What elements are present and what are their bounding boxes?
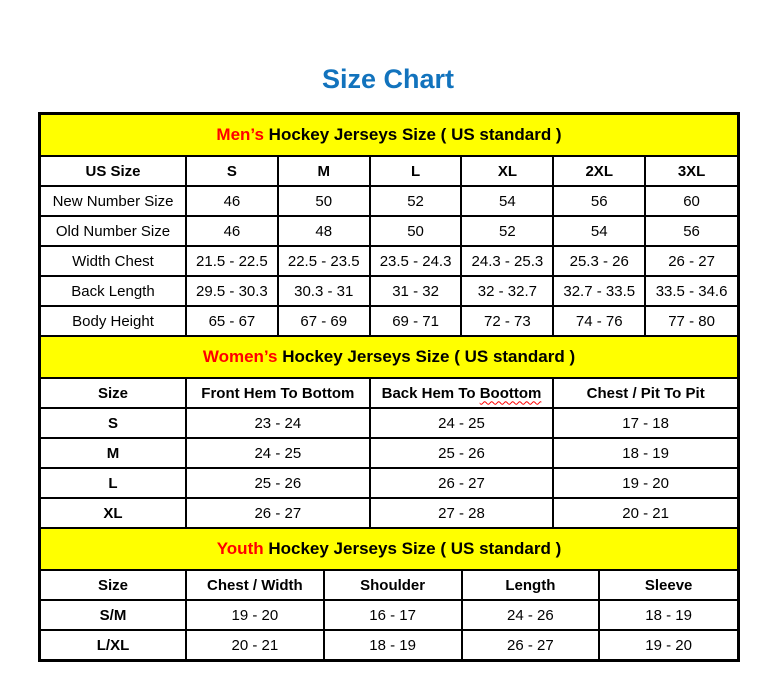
mens-row-label: Body Height: [41, 306, 186, 336]
mens-table-row: [41, 216, 737, 246]
womens-column-header: [370, 378, 554, 408]
size-chart: [38, 112, 740, 662]
mens-header-row: [41, 156, 737, 186]
youth-header-row: [41, 570, 737, 600]
mens-value-cell: 72 - 73: [461, 306, 553, 336]
mens-value-cell: 25.3 - 26: [553, 246, 645, 276]
mens-value-cell: 74 - 76: [553, 306, 645, 336]
mens-value-cell: 52: [461, 216, 553, 246]
youth-section-band: [41, 529, 737, 570]
mens-value-cell: 65 - 67: [186, 306, 278, 336]
mens-column-header: 2XL: [553, 156, 645, 186]
mens-row-label: Back Length: [41, 276, 186, 306]
womens-column-header: Size: [41, 378, 186, 408]
womens-size-table: [41, 337, 737, 529]
mens-value-cell: 50: [278, 186, 370, 216]
youth-value-cell: 20 - 21: [186, 630, 324, 659]
mens-column-header: L: [370, 156, 462, 186]
youth-table-row: [41, 630, 737, 659]
youth-section-title: [41, 529, 737, 570]
womens-value-cell: 26 - 27: [370, 468, 554, 498]
youth-value-cell: 19 - 20: [186, 600, 324, 630]
womens-table-row: [41, 438, 737, 468]
womens-table-row: [41, 498, 737, 528]
mens-value-cell: 24.3 - 25.3: [461, 246, 553, 276]
mens-size-table: [41, 115, 737, 337]
womens-value-cell: 26 - 27: [186, 498, 370, 528]
womens-section-band: [41, 337, 737, 378]
mens-value-cell: 69 - 71: [370, 306, 462, 336]
mens-value-cell: 46: [186, 186, 278, 216]
mens-table-row: [41, 276, 737, 306]
mens-row-label: Old Number Size: [41, 216, 186, 246]
womens-section-title: [41, 337, 737, 378]
mens-value-cell: 67 - 69: [278, 306, 370, 336]
youth-value-cell: 18 - 19: [324, 630, 462, 659]
youth-column-header: Length: [462, 570, 600, 600]
womens-misspelled-word: Boottom: [479, 384, 542, 402]
womens-value-cell: 17 - 18: [553, 408, 737, 438]
womens-row-label: S: [41, 408, 186, 438]
mens-table-row: [41, 246, 737, 276]
mens-value-cell: 56: [645, 216, 737, 246]
youth-band-accent: Youth: [216, 539, 264, 558]
mens-section-title: [41, 115, 737, 156]
mens-value-cell: 32.7 - 33.5: [553, 276, 645, 306]
womens-value-cell: 24 - 25: [186, 438, 370, 468]
mens-value-cell: 30.3 - 31: [278, 276, 370, 306]
mens-value-cell: 23.5 - 24.3: [370, 246, 462, 276]
womens-header-row: [41, 378, 737, 408]
mens-value-cell: 48: [278, 216, 370, 246]
womens-value-cell: 18 - 19: [553, 438, 737, 468]
mens-value-cell: 50: [370, 216, 462, 246]
mens-column-header: XL: [461, 156, 553, 186]
youth-column-header: Chest / Width: [186, 570, 324, 600]
womens-table-row: [41, 408, 737, 438]
mens-value-cell: 32 - 32.7: [461, 276, 553, 306]
mens-value-cell: 33.5 - 34.6: [645, 276, 737, 306]
mens-value-cell: 29.5 - 30.3: [186, 276, 278, 306]
mens-row-label: Width Chest: [41, 246, 186, 276]
mens-value-cell: 77 - 80: [645, 306, 737, 336]
mens-value-cell: 54: [553, 216, 645, 246]
youth-value-cell: 24 - 26: [462, 600, 600, 630]
youth-column-header: Sleeve: [599, 570, 737, 600]
mens-section-band: [41, 115, 737, 156]
mens-value-cell: 21.5 - 22.5: [186, 246, 278, 276]
womens-value-cell: 27 - 28: [370, 498, 554, 528]
mens-table-row: [41, 306, 737, 336]
womens-value-cell: 19 - 20: [553, 468, 737, 498]
mens-value-cell: 52: [370, 186, 462, 216]
womens-row-label: M: [41, 438, 186, 468]
womens-value-cell: 25 - 26: [186, 468, 370, 498]
mens-value-cell: 22.5 - 23.5: [278, 246, 370, 276]
womens-column-header-text: Back Hem To: [381, 384, 480, 402]
womens-band-text: Hockey Jerseys Size ( US standard ): [277, 347, 576, 366]
womens-value-cell: 23 - 24: [186, 408, 370, 438]
youth-value-cell: 16 - 17: [324, 600, 462, 630]
youth-value-cell: 19 - 20: [645, 636, 692, 654]
youth-column-header: Size: [41, 570, 186, 600]
mens-value-cell: 26 - 27: [645, 246, 737, 276]
youth-value-cell: 26 - 27: [462, 630, 600, 659]
youth-column-header: Shoulder: [324, 570, 462, 600]
womens-value-cell: 20 - 21: [553, 498, 737, 528]
youth-table-row: [41, 600, 737, 630]
mens-column-header: US Size: [41, 156, 186, 186]
youth-size-table: [41, 529, 737, 659]
youth-value-cell: 18 - 19: [599, 600, 737, 630]
womens-column-header: Chest / Pit To Pit: [553, 378, 737, 408]
womens-row-label: XL: [41, 498, 186, 528]
mens-value-cell: 54: [461, 186, 553, 216]
youth-row-label: S/M: [41, 600, 186, 630]
mens-value-cell: 56: [553, 186, 645, 216]
mens-column-header: 3XL: [645, 156, 737, 186]
mens-band-text: Hockey Jerseys Size ( US standard ): [263, 125, 562, 144]
mens-column-header: M: [278, 156, 370, 186]
mens-column-header: S: [186, 156, 278, 186]
mens-value-cell: 60: [645, 186, 737, 216]
youth-row-label: L/XL: [41, 630, 186, 659]
womens-value-cell: 25 - 26: [370, 438, 554, 468]
mens-value-cell: 46: [186, 216, 278, 246]
youth-band-text: Hockey Jerseys Size ( US standard ): [263, 539, 562, 558]
page-title: Size Chart: [321, 64, 455, 94]
womens-row-label: L: [41, 468, 186, 498]
mens-band-accent: Men’s: [216, 125, 264, 144]
womens-table-row: [41, 468, 737, 498]
mens-value-cell: 31 - 32: [370, 276, 462, 306]
mens-row-label: New Number Size: [41, 186, 186, 216]
womens-band-accent: Women’s: [202, 347, 278, 366]
womens-value-cell: 24 - 25: [370, 408, 554, 438]
womens-column-header: Front Hem To Bottom: [186, 378, 370, 408]
mens-table-row: [41, 186, 737, 216]
